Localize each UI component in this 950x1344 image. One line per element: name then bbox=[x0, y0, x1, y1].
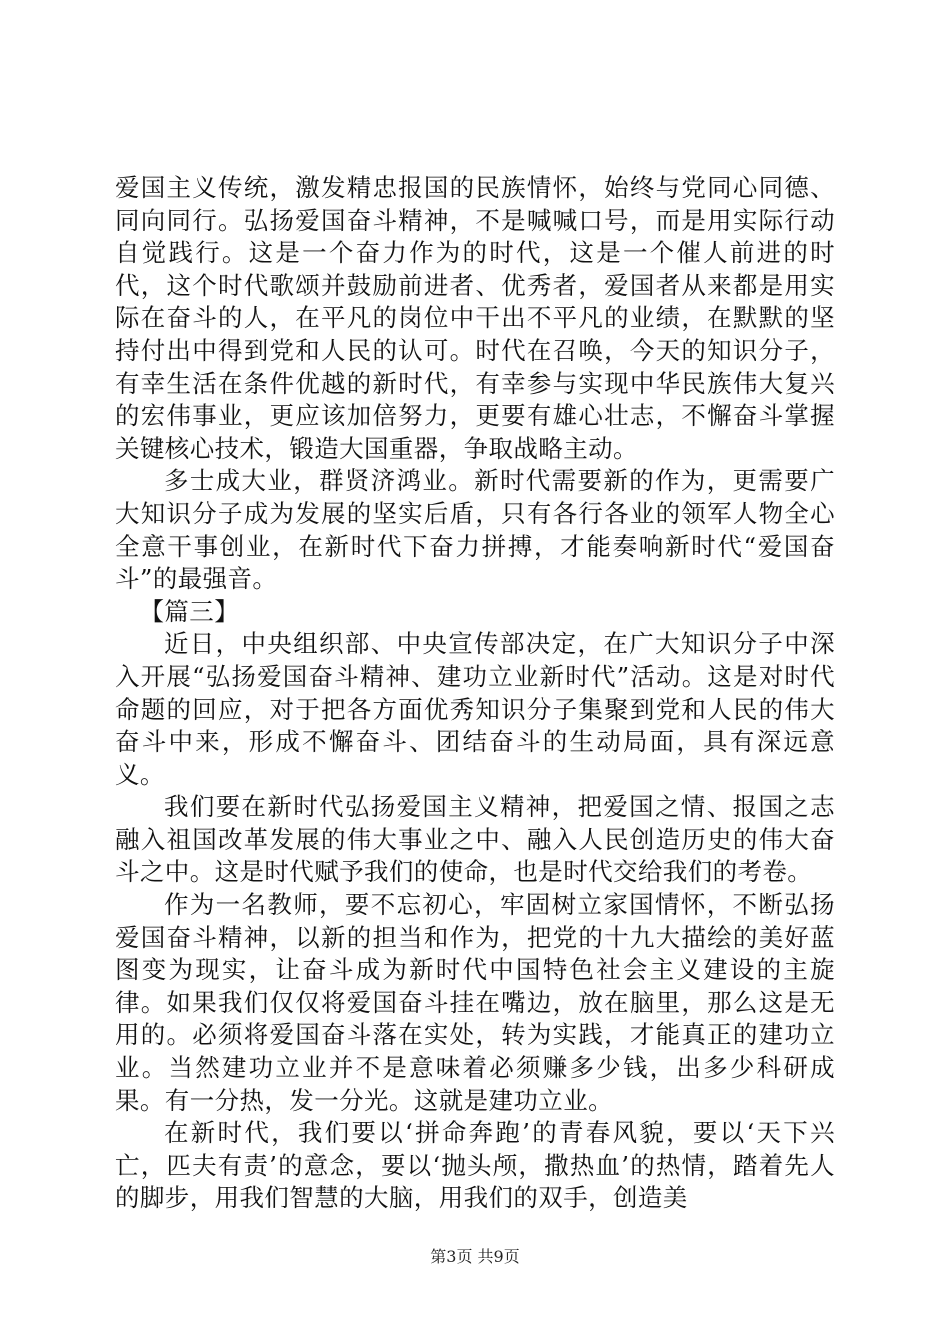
paragraph: 我们要在新时代弘扬爱国主义精神，把爱国之情、报国之志融入祖国改革发展的伟大事业之中、融入人民创造历史的伟大奋斗之中。这是时代赋予我们的使命，也是时代交给我们的考卷。 bbox=[115, 792, 835, 887]
section-heading: 【篇三】 bbox=[139, 596, 240, 626]
paragraph: 近日，中央组织部、中央宣传部决定，在广大知识分子中深入开展“弘扬爱国奋斗精神、建功立业新时代”活动。这是对时代命题的回应，对于把各方面优秀知识分子集聚到党和人民的伟大奋斗中来，形成不懈奋斗、团结奋斗的生动局面，具有深远意义。 bbox=[115, 629, 835, 789]
paragraph: 作为一名教师，要不忘初心，牢固树立家国情怀，不断弘扬爱国奋斗精神，以新的担当和作为，把党的十九大描绘的美好蓝图变为现实，让奋斗成为新时代中国特色社会主义建设的主旋律。如果我们仅仅将爱国奋斗挂在嘴边，放在脑里，那么这是无用的。必须将爱国奋斗落在实处，转为实践，才能真正的建功立业。当然建功立业并不是意味着必须赚多少钱，出多少科研成果。有一分热，发一分光。这就是建功立业。 bbox=[115, 890, 835, 1115]
paragraph: 在新时代，我们要以‘拼命奔跑’的青春风貌，要以‘天下兴亡，匹夫有责’的意念，要以‘抛头颅，撒热血’的热情，踏着先人的脚步，用我们智慧的大脑，用我们的双手，创造美 bbox=[115, 1118, 835, 1213]
paragraph: 多士成大业，群贤济鸿业。新时代需要新的作为，更需要广大知识分子成为发展的坚实后盾，只有各行各业的领军人物全心全意干事创业，在新时代下奋力拼搏，才能奏响新时代“爱国奋斗”的最强音。 bbox=[115, 466, 835, 594]
document-body bbox=[115, 172, 835, 1215]
page-footer: 第3页 共9页 bbox=[430, 1247, 520, 1266]
paragraph-continuation: 爱国主义传统，激发精忠报国的民族情怀，始终与党同心同德、同向同行。弘扬爱国奋斗精神，不是喊喊口号，而是用实际行动自觉践行。这是一个奋力作为的时代，这是一个催人前进的时代，这个时代歌颂并鼓励前进者、优秀者，爱国者从来都是用实际在奋斗的人，在平凡的岗位中干出不平凡的业绩，在默默的坚持付出中得到党和人民的认可。时代在召唤，今天的知识分子，有幸生活在条件优越的新时代，有幸参与实现中华民族伟大复兴的宏伟事业，更应该加倍努力，更要有雄心壮志，不懈奋斗掌握关键核心技术，锻造大国重器，争取战略主动。 bbox=[115, 173, 835, 463]
